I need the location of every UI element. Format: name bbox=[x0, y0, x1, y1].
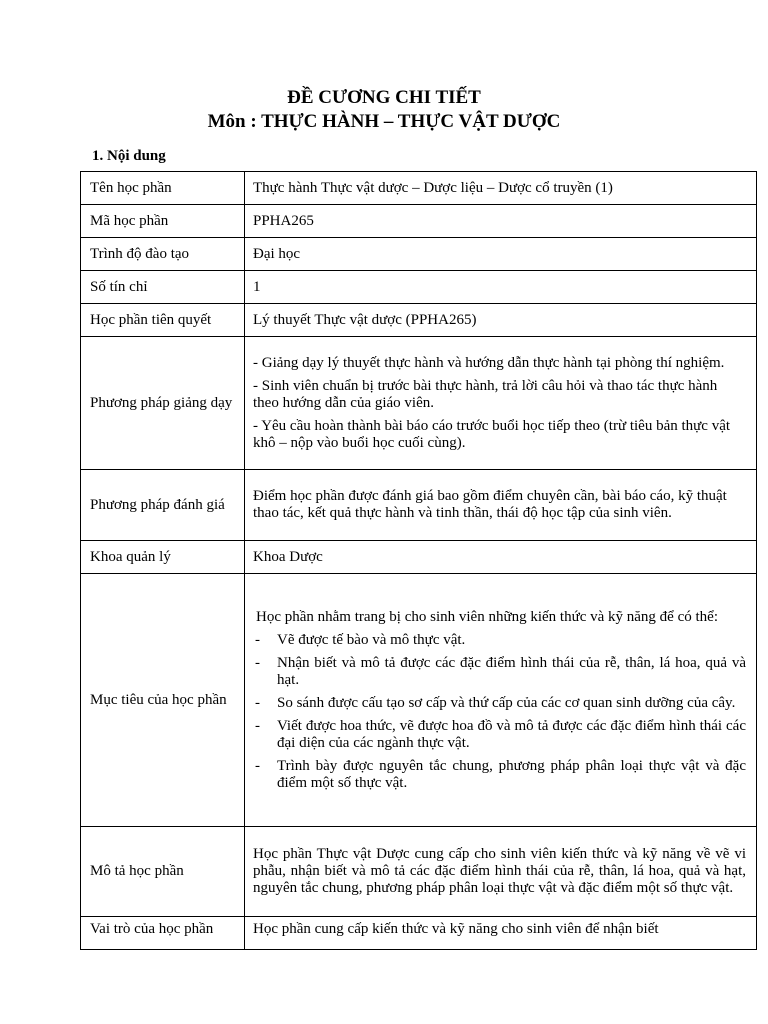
row-value: 1 bbox=[245, 271, 757, 304]
row-label: Vai trò của học phần bbox=[81, 917, 245, 950]
list-item: - Nhận biết và mô tả được các đặc điểm hình thái của rễ, thân, lá hoa, quả và hạt. bbox=[253, 655, 746, 689]
document-title: ĐỀ CƯƠNG CHI TIẾT bbox=[287, 87, 481, 108]
row-label: Trình độ đào tạo bbox=[81, 238, 245, 271]
row-value: Khoa Dược bbox=[245, 541, 757, 574]
table-row-ma-hoc-phan bbox=[81, 205, 757, 238]
objectives-intro: Học phần nhằm trang bị cho sinh viên những kiến thức và kỹ năng để có thể: bbox=[256, 608, 718, 625]
table-row-khoa-quan-ly bbox=[81, 541, 757, 574]
table-row-so-tin-chi bbox=[81, 271, 757, 304]
list-item: - Trình bày được nguyên tắc chung, phương pháp phân loại thực vật và đặc điểm một số thực vật. bbox=[253, 758, 746, 792]
row-label: Phương pháp giảng dạy bbox=[81, 337, 245, 470]
table-row-trinh-do bbox=[81, 238, 757, 271]
row-value: Học phần cung cấp kiến thức và kỹ năng cho sinh viên để nhận biết bbox=[245, 917, 757, 950]
document-subtitle: Môn : THỰC HÀNH – THỰC VẬT DƯỢC bbox=[207, 111, 561, 132]
row-label: Mô tả học phần bbox=[81, 827, 245, 917]
list-item: - So sánh được cấu tạo sơ cấp và thứ cấp của các cơ quan sinh dưỡng của cây. bbox=[253, 695, 746, 712]
objectives-list bbox=[253, 632, 746, 792]
table-row-mo-ta bbox=[81, 827, 757, 917]
table-row-ten-hoc-phan bbox=[81, 172, 757, 205]
list-item: - Viết được hoa thức, vẽ được hoa đồ và mô tả được các đặc điểm hình thái các đại diện của các ngành thực vật. bbox=[253, 718, 746, 752]
row-label: Khoa quản lý bbox=[81, 541, 245, 574]
table-row-phuong-phap-giang-day bbox=[81, 337, 757, 470]
row-value: Thực hành Thực vật dược – Dược liệu – Dược cổ truyền (1) bbox=[245, 172, 757, 205]
row-label: Số tín chỉ bbox=[81, 271, 245, 304]
row-label: Tên học phần bbox=[81, 172, 245, 205]
row-value: Điểm học phần được đánh giá bao gồm điểm chuyên cần, bài báo cáo, kỹ thuật thao tác, kết quả thực hành và tinh thần, thái độ học tập của sinh viên. bbox=[245, 470, 757, 541]
row-value: Học phần Thực vật Dược cung cấp cho sinh viên kiến thức và kỹ năng về vẽ vi phẫu, nhận biết và mô tả các đặc điểm hình thái của rễ, thân, lá hoa, quả và hạt, nguyên tắc chung, phương pháp phân loại thực vật và đặc điểm một số thực vật. bbox=[245, 827, 757, 917]
row-value: PPHA265 bbox=[245, 205, 757, 238]
row-value bbox=[245, 574, 757, 827]
row-label: Mã học phần bbox=[81, 205, 245, 238]
section-heading: 1. Nội dung bbox=[92, 148, 166, 164]
row-label: Phương pháp đánh giá bbox=[81, 470, 245, 541]
list-item: - Sinh viên chuẩn bị trước bài thực hành, trả lời câu hỏi và thao tác thực hành theo hướng dẫn của giáo viên. bbox=[253, 377, 718, 411]
row-value bbox=[245, 337, 757, 470]
row-label: Học phần tiên quyết bbox=[81, 304, 245, 337]
list-item: - Giảng dạy lý thuyết thực hành và hướng dẫn thực hành tại phòng thí nghiệm. bbox=[253, 354, 725, 371]
table-row-phuong-phap-danh-gia bbox=[81, 470, 757, 541]
list-item: - Vẽ được tế bào và mô thực vật. bbox=[253, 632, 746, 649]
table-row-tien-quyet bbox=[81, 304, 757, 337]
row-value: Lý thuyết Thực vật dược (PPHA265) bbox=[245, 304, 757, 337]
course-info-table bbox=[80, 171, 757, 950]
table-row-muc-tieu bbox=[81, 574, 757, 827]
row-value: Đại học bbox=[245, 238, 757, 271]
table-row-vai-tro bbox=[81, 917, 757, 950]
list-item: - Yêu cầu hoàn thành bài báo cáo trước buổi học tiếp theo (trừ tiêu bản thực vật khô – nộp vào buổi học cuối cùng). bbox=[253, 417, 731, 451]
row-label: Mục tiêu của học phần bbox=[81, 574, 245, 827]
